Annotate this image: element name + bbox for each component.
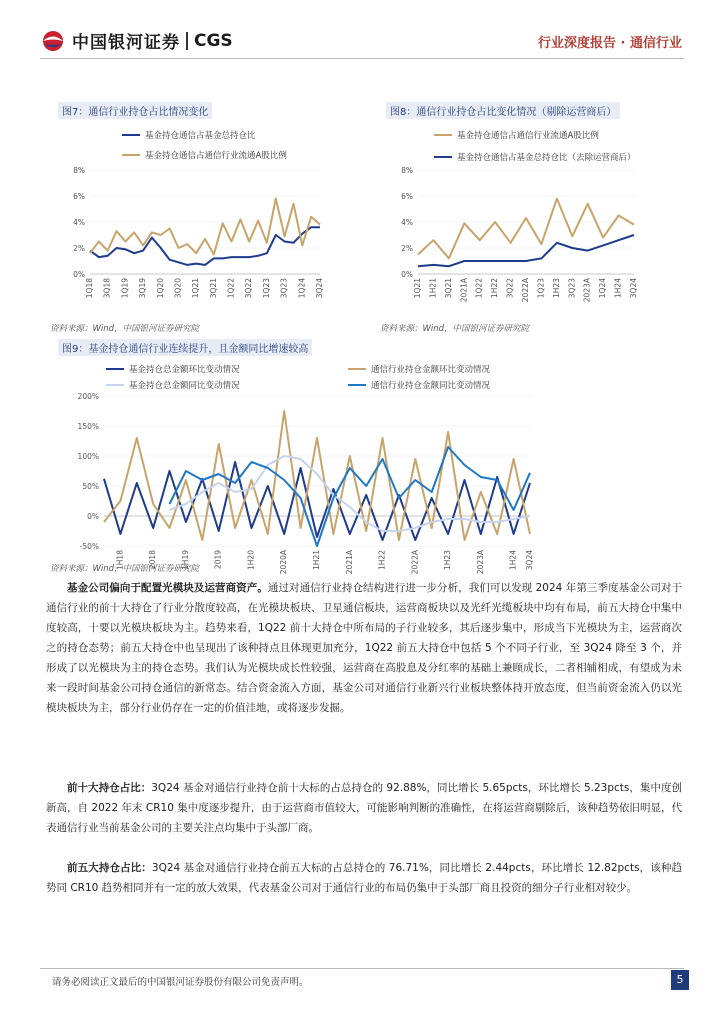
x-tick-label: 3Q19 <box>138 278 148 299</box>
y-tick-label: 4% <box>73 218 85 227</box>
x-tick-label: 1Q20 <box>155 278 165 299</box>
legend-swatch <box>348 368 366 370</box>
fig7-chart <box>58 162 334 320</box>
footer-divider <box>40 968 684 969</box>
brand-name: 中国银河证券 <box>72 33 180 53</box>
fig7-source: 资料来源：Wind，中国银河证券研究院 <box>50 324 200 334</box>
x-tick-label: 2022A <box>410 550 420 575</box>
x-tick-label: 3Q23 <box>567 278 577 299</box>
x-tick-label: 1Q23 <box>536 278 546 299</box>
x-tick-label: 2021A <box>344 550 354 575</box>
legend-label: 基金持仓通信占基金总持仓比 <box>145 131 256 141</box>
x-tick-label: 1H22 <box>377 550 387 570</box>
x-tick-label: 1Q22 <box>226 278 236 299</box>
fig7-legend-2 <box>122 149 287 161</box>
page-number: 5 <box>671 970 689 990</box>
fig8-legend-1 <box>434 129 599 141</box>
fig7-title: 图7：通信行业持仓占比情况变化 <box>58 102 212 119</box>
report-section: 行业深度报告 · 通信行业 <box>538 36 682 51</box>
series-line <box>418 235 634 266</box>
x-tick-label: 1H23 <box>551 278 561 298</box>
x-tick-label: 2021A <box>459 278 469 303</box>
legend-label: 基金持仓通信占通信行业流通A股比例 <box>145 151 287 161</box>
x-tick-label: 1H21 <box>428 278 438 298</box>
legend-label: 通信行业持仓金额同比变动情况 <box>371 381 491 391</box>
y-tick-label: 200% <box>77 392 99 401</box>
x-tick-label: 1H19 <box>180 550 190 570</box>
x-tick-label: 1Q24 <box>297 278 307 299</box>
series-line <box>418 199 634 259</box>
x-tick-label: 1H18 <box>115 550 125 570</box>
y-tick-label: 0% <box>401 270 413 279</box>
x-tick-label: 3Q24 <box>629 278 638 299</box>
paragraph-1 <box>46 578 682 718</box>
x-tick-label: 1Q24 <box>598 278 608 299</box>
x-tick-label: 1Q18 <box>85 278 94 299</box>
x-tick-label: 2018 <box>148 550 158 570</box>
legend-swatch <box>106 368 124 370</box>
y-tick-label: -50% <box>79 542 99 551</box>
fig9-source: 资料来源：Wind，中国银河证券研究院 <box>50 564 200 574</box>
x-tick-label: 1H20 <box>246 550 256 570</box>
fig9-title: 图9：基金持仓通信行业连续提升，且金额同比增速较高 <box>58 339 312 356</box>
paragraph-1-title: 基金公司偏向于配置光模块及运营商资产。 <box>67 582 268 594</box>
x-tick-label: 1Q23 <box>261 278 271 299</box>
paragraph-2 <box>46 778 682 838</box>
legend-swatch <box>122 134 140 136</box>
x-tick-label: 1H22 <box>490 278 500 298</box>
x-tick-label: 1H21 <box>312 550 321 570</box>
fig8-source: 资料来源：Wind，中国银河证券研究院 <box>380 324 530 334</box>
y-tick-label: 6% <box>401 192 413 201</box>
x-tick-label: 1Q22 <box>474 278 484 299</box>
x-tick-label: 1Q21 <box>191 278 201 299</box>
legend-label: 基金持仓通信占基金总持仓比（去除运营商后） <box>457 153 636 163</box>
series-line <box>90 199 320 255</box>
brand-separator <box>186 32 188 50</box>
legend-swatch <box>434 156 452 158</box>
y-tick-label: 4% <box>401 218 413 227</box>
y-tick-label: 8% <box>401 166 413 175</box>
footer-disclaimer: 请务必阅读正文最后的中国银河证券股份有限公司免责声明。 <box>52 977 309 988</box>
x-tick-label: 3Q24 <box>315 278 324 299</box>
galaxy-logo-icon <box>40 30 66 52</box>
x-tick-label: 3Q22 <box>505 278 515 299</box>
header-logo <box>40 28 233 53</box>
fig7-legend-1 <box>122 129 256 141</box>
paragraph-3-text: 3Q24 基金对通信行业持仓前五大标的占总持仓的 76.71%，同比增长 2.44pcts，环比增长 12.82pcts，该种趋势同 CR10 趋势相同并有一定的放大效果，代表基金公司对于通信行业的布局仍集中于头部厂商且投资的细分子行业相对较少。 <box>46 862 682 894</box>
x-tick-label: 2022A <box>521 278 530 303</box>
paragraph-2-text: 3Q24 基金对通信行业持仓前十大标的占总持仓的 92.88%，同比增长 5.65pcts，环比增长 5.23pcts，集中度创新高，自 2022 年末 CR10 集中度逐步提升，由于运营商市值较大，可能影响判断的准确性，在将运营商剔除后，该种趋势依旧明显，代表通信行业当前基金公司的主要关注点均集中于头部厂商。 <box>46 782 682 834</box>
y-tick-label: 2% <box>401 244 413 253</box>
fig8-title: 图8：通信行业持仓占比变化情况（剔除运营商后） <box>386 102 620 119</box>
legend-swatch <box>434 134 452 136</box>
x-tick-label: 3Q24 <box>525 550 534 571</box>
brand-en: CGS <box>194 30 233 51</box>
y-tick-label: 100% <box>77 452 99 461</box>
x-tick-label: 1H23 <box>443 550 453 570</box>
y-tick-label: 0% <box>73 270 85 279</box>
header-divider <box>40 58 684 59</box>
legend-label: 通信行业持仓金额环比变动情况 <box>371 365 491 375</box>
x-tick-label: 2019 <box>213 550 223 570</box>
legend-swatch <box>106 384 124 386</box>
paragraph-1-text: 通过对通信行业持仓结构进行进一步分析，我们可以发现 2024 年第三季度基金公司对于通信行业的前十大持仓了行业分散度较高，在光模块板块、卫星通信板块，运营商板块以及光纤光缆板块中均有布局，前五大持仓中集中度较高，十要以光模块板块为主。趋势来看，1Q22 前十大持仓中所布局的子行业较多，其后逐步集中，形成当下光模块为主，运营商次之的持仓态势；前五大持仓中也呈现出了该种持点且体现更加充分，1Q22 前五大持仓中包括 5 个不同子行业，至 3Q24 降至 3 个，并形成了以光模块为主的持仓态势。我们认为光模块成长性较强，运营商在高股息及分红率的基础上兼顾成长，二者相辅相成，有望成为未来一段时间基金公司持仓通信的新常态。结合资金流入方面，基金公司对通信行业新兴行业板块整体持开放态度，但当前资金流入仍以光模块板块为主，部分行业仍存在一定的价值洼地，或将逐步发掘。 <box>46 582 682 714</box>
legend-label: 基金持仓总金额环比变动情况 <box>129 365 240 375</box>
x-tick-label: 1H24 <box>613 278 623 298</box>
x-tick-label: 3Q18 <box>102 278 112 299</box>
x-tick-label: 3Q22 <box>244 278 254 299</box>
fig8-chart <box>386 162 648 320</box>
legend-swatch <box>122 154 140 156</box>
x-tick-label: 3Q20 <box>173 278 183 299</box>
legend-label: 基金持仓总金额同比变动情况 <box>129 381 240 391</box>
x-tick-label: 2023A <box>582 278 592 303</box>
y-tick-label: 2% <box>73 244 85 253</box>
x-tick-label: 1Q21 <box>413 278 422 299</box>
x-tick-label: 2020A <box>279 550 289 575</box>
fig9-legend-1 <box>106 363 240 375</box>
y-tick-label: 8% <box>73 166 85 175</box>
y-tick-label: 6% <box>73 192 85 201</box>
legend-swatch <box>348 384 366 386</box>
paragraph-2-title: 前十大持仓占比： <box>67 782 152 794</box>
y-tick-label: 150% <box>77 422 99 431</box>
x-tick-label: 1H24 <box>508 550 518 570</box>
y-tick-label: 0% <box>87 512 99 521</box>
fig9-legend-2 <box>348 363 490 375</box>
x-tick-label: 3Q21 <box>443 278 453 299</box>
x-tick-label: 3Q21 <box>208 278 218 299</box>
x-tick-label: 2023A <box>475 550 485 575</box>
y-tick-label: 50% <box>82 482 99 491</box>
paragraph-3-title: 前五大持仓占比： <box>67 862 152 874</box>
x-tick-label: 1Q19 <box>120 278 130 299</box>
legend-label: 基金持仓通信占通信行业流通A股比例 <box>457 131 599 141</box>
paragraph-3 <box>46 858 682 898</box>
x-tick-label: 3Q23 <box>279 278 289 299</box>
